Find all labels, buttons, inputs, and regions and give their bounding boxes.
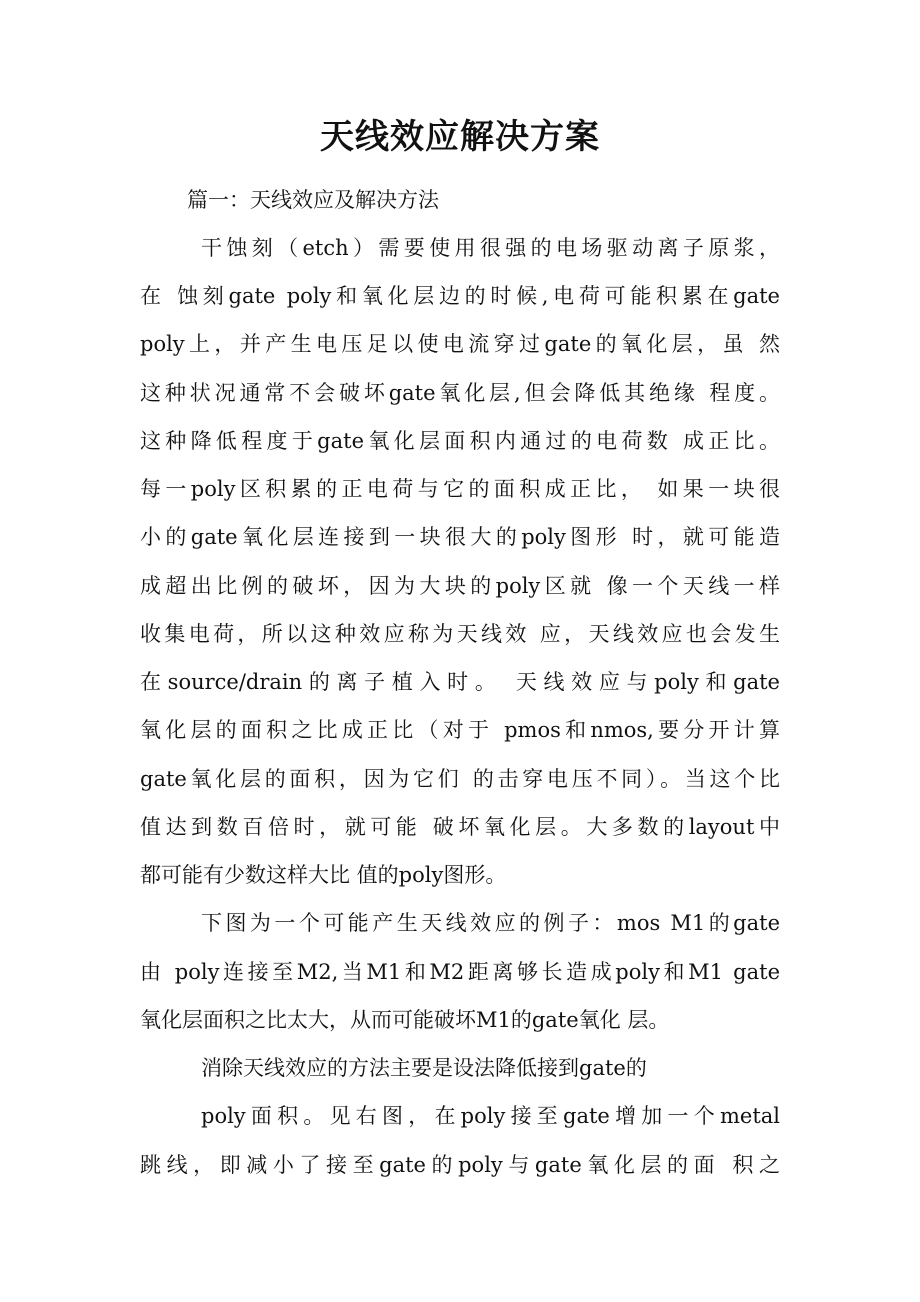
section-heading: 篇一：天线效应及解决方法 bbox=[187, 188, 439, 212]
paragraph-line: 氧化层的面积之比成正比（对于 pmos和nmos,要分开计算 bbox=[140, 718, 780, 742]
paragraph-line: 在source/drain的离子植入时。 天线效应与poly和gate bbox=[140, 670, 780, 694]
paragraph-line: poly上，并产生电压足以使电流穿过gate的氧化层，虽 然 bbox=[140, 332, 780, 356]
paragraph-line: 这种降低程度于gate氧化层面积内通过的电荷数 成正比。 bbox=[140, 429, 780, 453]
paragraph-line: 由 poly连接至M2,当M1和M2距离够长造成poly和M1 gate bbox=[140, 960, 780, 984]
paragraph-line: poly面积。见右图，在poly接至gate增加一个metal bbox=[201, 1104, 780, 1128]
paragraph-line: 干蚀刻（etch）需要使用很强的电场驱动离子原浆， bbox=[201, 236, 780, 260]
paragraph-line: 下图为一个可能产生天线效应的例子：mos M1的gate bbox=[201, 911, 780, 935]
paragraph-line: 跳线，即减小了接至gate的poly与gate氧化层的面 积之 bbox=[140, 1153, 780, 1177]
paragraph-line: 这种状况通常不会破坏gate氧化层,但会降低其绝缘 程度。 bbox=[140, 381, 780, 405]
paragraph-line: 每一poly区积累的正电荷与它的面积成正比， 如果一块很 bbox=[140, 477, 780, 501]
paragraph-line: 小的gate氧化层连接到一块很大的poly图形 时，就可能造 bbox=[140, 525, 780, 549]
paragraph-line: 成超出比例的破坏，因为大块的poly区就 像一个天线一样 bbox=[140, 574, 780, 598]
paragraph-line: 值达到数百倍时，就可能 破坏氧化层。大多数的layout中 bbox=[140, 815, 780, 839]
paragraph-line: 消除天线效应的方法主要是设法降低接到gate的 bbox=[201, 1056, 647, 1080]
paragraph-line: gate氧化层的面积，因为它们 的击穿电压不同）。当这个比 bbox=[140, 767, 780, 791]
paragraph-line: 收集电荷，所以这种效应称为天线效 应，天线效应也会发生 bbox=[140, 622, 780, 646]
document-title: 天线效应解决方案 bbox=[320, 117, 600, 157]
paragraph-line: 在 蚀刻gate poly和氧化层边的时候,电荷可能积累在gate bbox=[140, 284, 780, 308]
paragraph-line: 氧化层面积之比太大，从而可能破坏M1的gate氧化 层。 bbox=[140, 1008, 670, 1032]
paragraph-line: 都可能有少数这样大比 值的poly图形。 bbox=[140, 863, 507, 887]
